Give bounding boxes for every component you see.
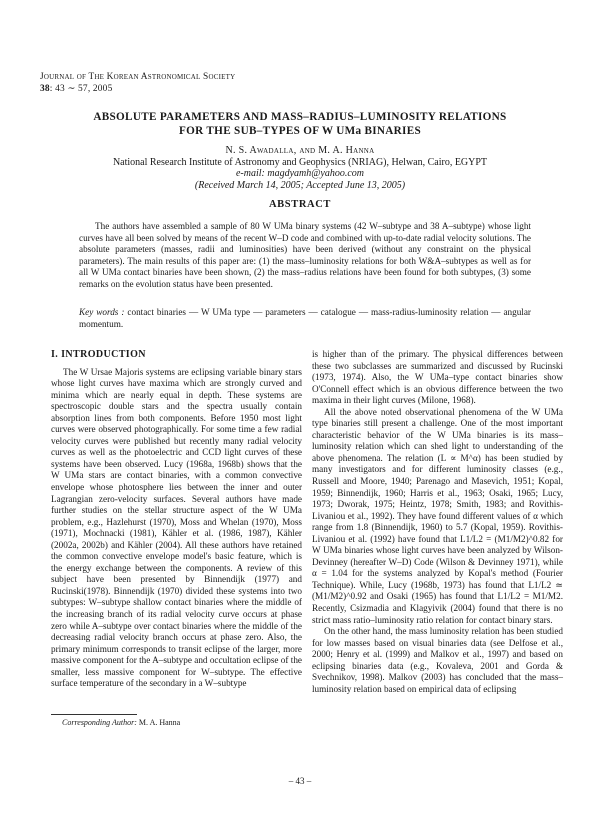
- footnote-text: M. A. Hanna: [136, 718, 181, 727]
- author-email: e-mail: magdyamh@yahoo.com: [235, 168, 365, 179]
- author-block: [30, 145, 570, 191]
- right-column: [312, 349, 563, 695]
- title-line-2: FOR THE SUB–TYPES OF W UMa BINARIES: [179, 125, 421, 137]
- abstract-heading: ABSTRACT: [269, 199, 331, 210]
- paper-title: [30, 110, 570, 138]
- page-number: – 43 –: [288, 776, 312, 786]
- section-heading-introduction: I. INTRODUCTION: [51, 349, 146, 360]
- footnote-label: Corresponding Author:: [62, 718, 137, 727]
- author-names: N. S. Awadalla, and M. A. Hanna: [225, 145, 375, 156]
- keywords-text: contact binaries — W UMa type — parameters — catalogue — mass-radius-luminosity relation — angular momentum.: [79, 307, 531, 329]
- footnote-rule: [51, 714, 137, 715]
- journal-volume-line: [40, 83, 235, 95]
- intro-paragraph-3: On the other hand, the mass luminosity relation has been studied for low masses based on visual binaries data (see Delfose et al., 2000; Henry et al. (1999) and Malkov et al., 1997) and based on eclipsing binaries data (e.g., Kovaleva, 2001 and Gorda & Svechnikov, 1998). Malkov (2003) has concluded that the mass–luminosity relation based on empirical data of eclipsing: [312, 626, 563, 694]
- intro-paragraph-1: The W Ursae Majoris systems are eclipsing variable binary stars whose light curves have maxima which are strongly curved and minima which are nearly equal in depth. These systems are spectroscopic double stars and the spectra usually contain absorption lines from both components. Before 1950 most light curves were observed photographically. For some time a few radial velocity curves were published but recently many radial velocity curves as well as the photoelectric and CCD light curves of these systems have been observed. Lucy (1968a, 1968b) shows that the W UMa stars are contact binaries, with a common convective envelope whose photosphere lies between the inner and outer Lagrangian zero-velocity surfaces. Several authors have made further studies on the stellar structure aspect of the W UMa problem, e.g., Hazlehurst (1970), Moss and Whelan (1970), Moss (1971), Mochnacki (1981), Kähler et al. (1986, 1987), Kähler (2002a, 2002b) and Kähler (2004). All these authors have retained the common convective envelope model's basic feature, which is the energy exchange between the components. A review of this subject have been presented by Binnendijk (1977) and Rucinski(1978). Binnendijk (1970) divided these systems into two subtypes: W–subtype shallow contact binaries where the middle of the increasing branch of its radial velocity curve occurs at phase zero while A–subtype over contact binaries where the middle of the decreasing radial velocity branch occurs at phase zero. Also, the primary minimum corresponds to transit eclipse of the larger, more massive component for the A–subtype and occultation eclipse of the smaller, less massive component for W–subtype. The effective surface temperature of the secondary in a W–subtype: [51, 366, 302, 689]
- intro-paragraph-1-continued: is higher than of the primary. The physical differences between these two subclasses are summarized and discussed by Rucinski (1973, 1974). Also, the W UMa–type contact binaries show O'Connell effect which is an obvious difference between the two maxima in their light curves (Milone, 1968).: [312, 349, 563, 406]
- intro-paragraph-2: All the above noted observational phenomena of the W UMa type binaries still present a challenge. One of the most important characteristic behavior of the W UMa binaries is its mass–luminosity relation which can shed light to understanding of the above phenomena. The relation (L ∝ M^α) has been studied by many investigators and for different luminosity classes (e.g., Russell and Moore, 1940; Parenago and Masevich, 1951; Kopal, 1959; Binnendijk, 1960; Harris et al., 1963; Osaki, 1965; Lucy, 1973; Dworak, 1975; Heintz, 1978; Smith, 1983; and Rovithis-Livaniou et al., 1992). They have found different values of α which range from 1.8 (Binnendijk, 1960) to 5.7 (Kopal, 1959). Rovithis-Livaniou et al. (1992) have found that L1/L2 = (M1/M2)^0.82 for W UMa binaries whose light curves have been analyzed by Wilson-Devinney (hereafter W–D) Code (Wilson & Devinney 1971), while α = 1.04 for the systems analyzed by Kopal's method (Fourier Technique). While, Lucy (1968b, 1973) has found that L1/L2 ≃ (M1/M2)^0.92 and Osaki (1965) has found that L1/L2 = M1/M2. Recently, Csizmadia and Klagyivik (2004) found that there is no strict mass ratio–luminosity ratio relation for contact binary stars.: [312, 406, 563, 625]
- keywords-label: Key words :: [79, 307, 125, 317]
- keywords: [79, 307, 531, 330]
- left-column: [51, 349, 302, 690]
- journal-header: [40, 71, 235, 95]
- received-accepted-dates: (Received March 14, 2005; Accepted June 13, 2005): [194, 179, 406, 191]
- journal-name: Journal of The Korean Astronomical Society: [40, 72, 236, 82]
- footnote: [62, 718, 180, 728]
- title-line-1: ABSOLUTE PARAMETERS AND MASS–RADIUS–LUMINOSITY RELATIONS: [93, 111, 507, 123]
- journal-volume: 38: [40, 84, 50, 94]
- author-affiliation: National Research Institute of Astronomy and Geophysics (NRIAG), Helwan, Cairo, EGYPT: [112, 156, 488, 168]
- journal-pages: : 43 ∼ 57, 2005: [49, 84, 113, 94]
- abstract-text: The authors have assembled a sample of 80 W UMa binary systems (42 W–subtype and 38 A–subtype) whose light curves have all been solved by means of the recent W–D code and combined with up-to-date radial velocity solutions. The absolute parameters (masses, radii and luminosities) have been derived (without any constraint on the physical parameters). The main results of this paper are: (1) the mass–luminosity relations for both W&A–subtypes as well as for all W UMa contact binaries have been shown, (2) the mass–radius relations have been found for both subtypes, (3) some remarks on the evolution status have been presented.: [79, 221, 531, 289]
